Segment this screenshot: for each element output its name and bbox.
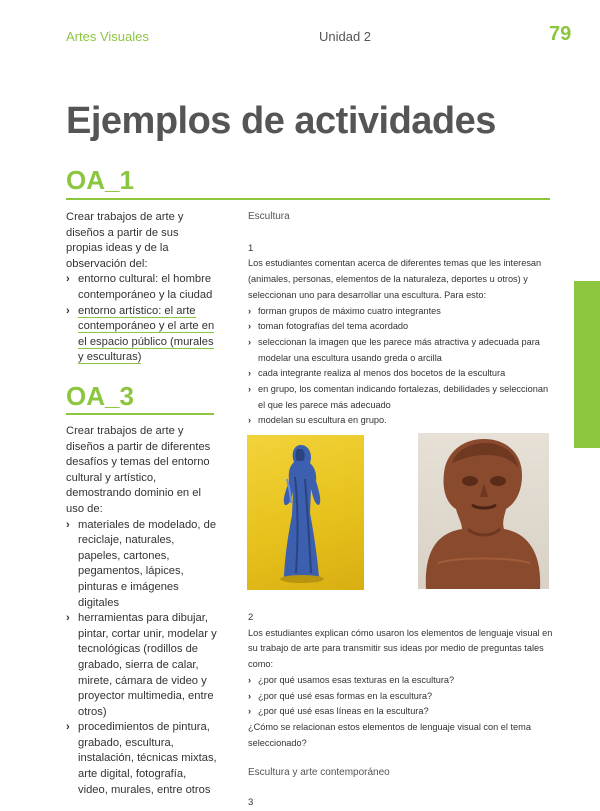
activity-question: › ¿por qué usé esas formas en la escultura? — [248, 689, 553, 705]
subject-label: Artes Visuales — [66, 29, 149, 44]
activity-2-questions — [248, 673, 553, 720]
oa1-intro: Crear trabajos de arte y diseños a partir de sus propias ideas y de la observación del: — [66, 211, 184, 270]
oa3-intro: Crear trabajos de arte y diseños a partir de diferentes desafíos y temas del entorno cultural y artístico, demostrando dominio en el uso de: — [66, 425, 211, 515]
section-title-escultura-contemporanea: Escultura y arte contemporáneo — [248, 767, 390, 779]
oa1-objective — [66, 210, 218, 366]
activity-step: › en grupo, los comentan indicando fortalezas, debilidades y seleccionan el que les parece más adecuado — [248, 382, 553, 413]
activity-number: 1 — [248, 242, 254, 254]
activity-2-block — [248, 610, 553, 811]
activity-number: 2 — [248, 612, 254, 623]
oa3-item: › herramientas para dibujar, pintar, cortar unir, modelar y tecnológicas (rodillos de grabado, sierra de calar, mirete, cámara de video y proyector multimedia, entre otros) — [66, 611, 218, 720]
activity-number: 3 — [248, 797, 254, 809]
unit-label: Unidad 2 — [319, 29, 372, 44]
activity-step: › modelan su escultura en grupo. — [248, 413, 553, 429]
oa3-objective — [66, 424, 218, 798]
oa3-list — [66, 518, 218, 799]
activity-question: › ¿por qué usé esas líneas en la escultura? — [248, 704, 553, 720]
page-title: Ejemplos de actividades — [66, 100, 496, 142]
oa1-heading: OA_1 — [66, 165, 134, 195]
activity-step: › seleccionan la imagen que les parece más atractiva y adecuada para modelar una escultura usando greda o arcilla — [248, 335, 553, 366]
oa3-item: › procedimientos de pintura, grabado, escultura, instalación, técnicas mixtas, arte digital, fotografía, video, murales, entre otros — [66, 720, 218, 798]
activity-2-text: Los estudiantes explican cómo usaron los elementos de lenguaje visual en su trabajo de arte para transmitir sus ideas por medio de preguntas tales como: — [248, 627, 553, 670]
activity-question: › ¿por qué usamos esas texturas en la escultura? — [248, 673, 553, 689]
activity-step: › cada integrante realiza al menos dos bocetos de la escultura — [248, 366, 553, 382]
oa1-item: › entorno artístico: el arte contemporáneo y el arte en el espacio público (murales y esculturas) — [66, 304, 218, 366]
activity-step: › toman fotografías del tema acordado — [248, 319, 553, 335]
activity-1-block — [248, 209, 553, 429]
section-title-escultura: Escultura — [248, 211, 290, 222]
page-side-tab — [574, 281, 600, 448]
activity-2-closing: ¿Cómo se relacionan estos elementos de lenguaje visual con el tema seleccionado? — [248, 721, 531, 748]
oa3-heading: OA_3 — [66, 381, 134, 411]
page-number: 79 — [549, 23, 572, 45]
activity-1-text: Los estudiantes comentan acerca de diferentes temas que les interesan (animales, personas, elementos de la naturaleza, deportes u otros) y seleccionan uno para desarrollar una escultura. Para esto: — [248, 258, 542, 300]
activity-1-steps — [248, 304, 553, 430]
blue-figure-sculpture-photo — [247, 435, 364, 590]
oa3-item: › materiales de modelado, de reciclaje, naturales, papeles, cartones, pegamentos, lápices, pinturas e imágenes digitales — [66, 518, 218, 612]
oa1-list — [66, 272, 218, 366]
oa3-divider — [66, 413, 214, 415]
activity-step: › forman grupos de máximo cuatro integrantes — [248, 304, 553, 320]
clay-bust-sculpture-photo — [418, 433, 549, 589]
oa1-divider — [66, 198, 550, 200]
oa1-item: › entorno cultural: el hombre contemporáneo y la ciudad — [66, 272, 218, 303]
